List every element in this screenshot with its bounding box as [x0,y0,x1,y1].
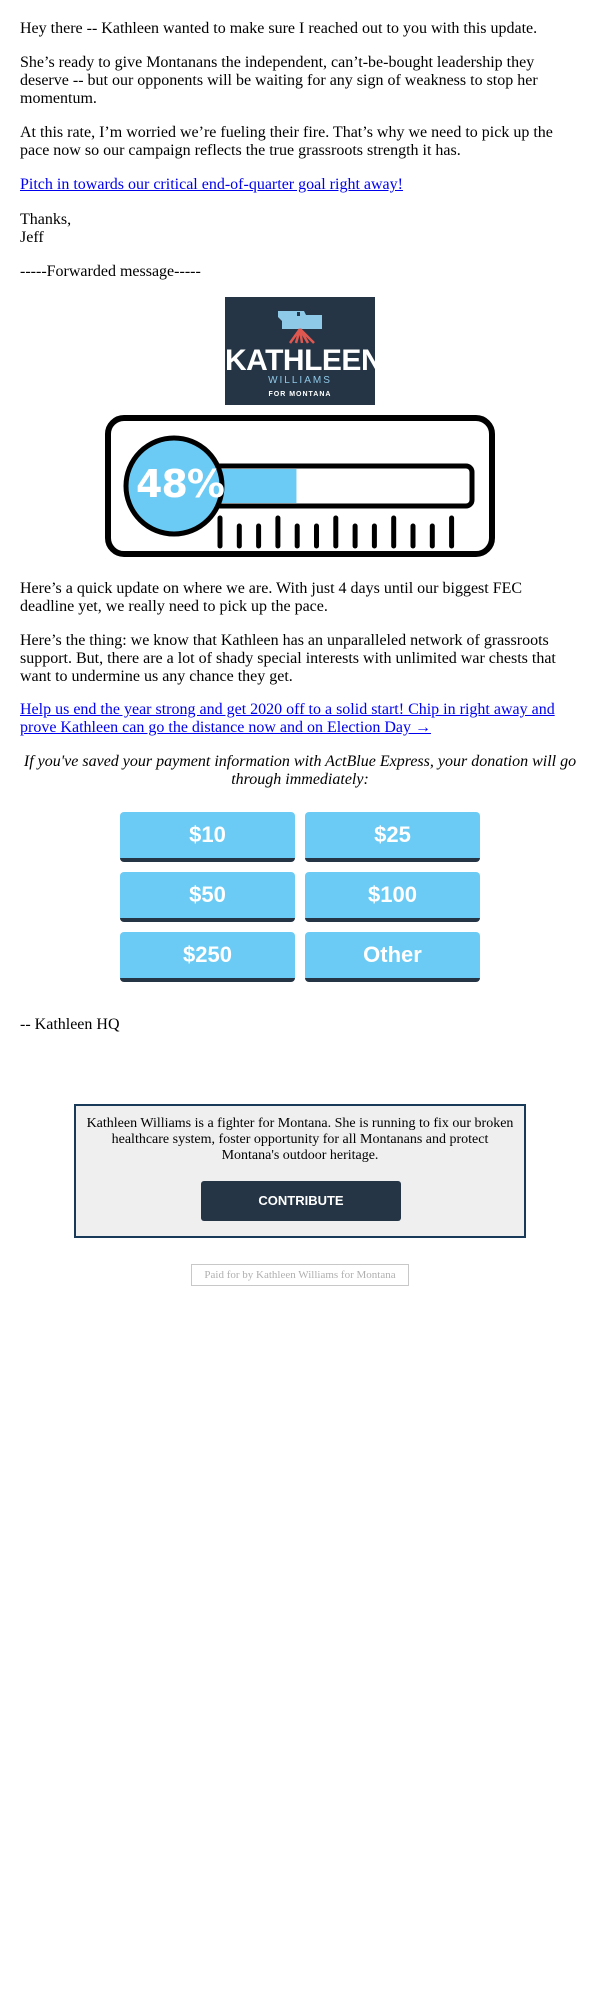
footer-box [74,1104,526,1238]
signer-name: Jeff [20,229,44,246]
progress-percent-label: 48% [136,462,224,506]
thanks-text: Thanks, [20,211,72,228]
end-year-paragraph [20,701,580,737]
donate-250-button[interactable]: $250 [120,932,295,982]
donate-100-button[interactable]: $100 [305,872,480,922]
donate-50-button[interactable]: $50 [120,872,295,922]
update-paragraph: Here’s a quick update on where we are. With just 4 days until our biggest FEC deadline yet, we really need to pick up the pace. [20,580,523,615]
signoff-text: -- Kathleen HQ [20,1016,120,1033]
campaign-logo [225,297,383,405]
quarter-goal-paragraph [20,176,580,194]
montana-map-icon [276,309,324,345]
logo-first-name: KATHLEEN [225,344,383,377]
forwarded-divider: -----Forwarded message----- [20,263,201,280]
actblue-express-note: If you've saved your payment information with ActBlue Express, your donation will go through immediately: [23,753,577,788]
signature-block [20,211,580,247]
logo-last-name: WILLIAMS [268,375,332,386]
donate-25-button[interactable]: $25 [305,812,480,862]
footer-description: Kathleen Williams is a fighter for Montana. She is running to fix our broken healthcare system, foster opportunity for all Montanans and protect Montana's outdoor heritage. [86,1116,514,1163]
end-year-link[interactable]: Help us end the year strong and get 2020 off to a solid start! Chip in right away and prove Kathleen can go the distance now and on Election Day → [20,701,555,736]
contribute-button[interactable]: CONTRIBUTE [201,1181,401,1221]
pace-paragraph: At this rate, I’m worried we’re fueling their fire. That’s why we need to pick up the pace now so our campaign reflects the true grassroots strength it has. [20,124,553,159]
paid-for-disclaimer: Paid for by Kathleen Williams for Montana [191,1264,409,1286]
grassroots-paragraph: Here’s the thing: we know that Kathleen has an unparalleled network of grassroots support. But, there are a lot of shady special interests with unlimited war chests that want to undermine us any chance they get. [20,632,556,685]
quarter-goal-link[interactable]: Pitch in towards our critical end-of-quarter goal right away! [20,176,403,193]
donate-10-button[interactable]: $10 [120,812,295,862]
intro-paragraph: She’s ready to give Montanans the independent, can’t-be-bought leadership they deserve -- but our opponents will be waiting for any sign of weakness to stop her momentum. [20,54,538,107]
logo-for-montana: FOR MONTANA [268,391,332,398]
donate-other-button[interactable]: Other [305,932,480,982]
greeting-paragraph: Hey there -- Kathleen wanted to make sure I reached out to you with this update. [20,20,538,37]
